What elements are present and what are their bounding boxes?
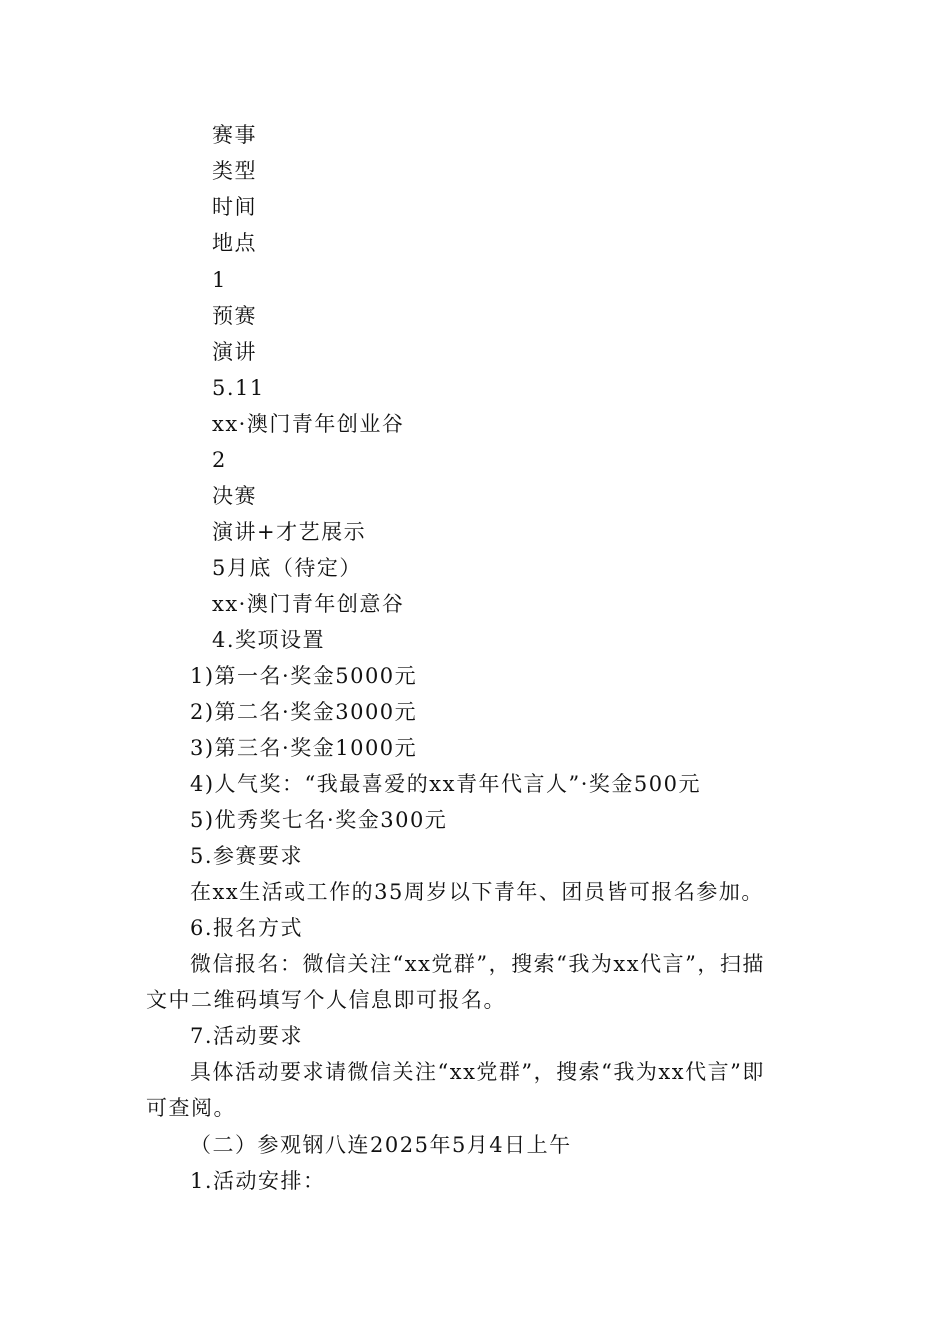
activity-requirements-text: 具体活动要求请微信关注“xx党群”，搜索“我为xx代言”即	[190, 1060, 765, 1084]
table-cell-no: 2	[212, 448, 227, 472]
requirements-heading: 5.参赛要求	[190, 844, 304, 868]
registration-heading: 6.报名方式	[190, 916, 304, 940]
section-two-heading: （二）参观钢八连2025年5月4日上午	[190, 1133, 572, 1157]
section-two-subheading: 1.活动安排：	[190, 1169, 326, 1193]
requirements-text: 在xx生活或工作的35周岁以下青年、团员皆可报名参加。	[190, 880, 764, 904]
table-header-place: 地点	[212, 231, 257, 255]
award-item: 3)第三名·奖金1000元	[190, 736, 418, 760]
award-item: 5)优秀奖七名·奖金300元	[190, 808, 448, 832]
table-cell-type: 演讲+才艺展示	[212, 520, 367, 544]
table-header-type: 类型	[212, 159, 257, 183]
activity-requirements-heading: 7.活动要求	[190, 1024, 304, 1048]
table-cell-stage: 预赛	[212, 304, 257, 328]
table-cell-time: 5月底（待定）	[212, 556, 362, 580]
registration-text: 文中二维码填写个人信息即可报名。	[146, 988, 506, 1012]
award-item: 4)人气奖：“我最喜爱的xx青年代言人”·奖金500元	[190, 772, 701, 796]
table-cell-place: xx·澳门青年创意谷	[212, 592, 405, 616]
table-header-time: 时间	[212, 195, 257, 219]
table-cell-place: xx·澳门青年创业谷	[212, 412, 405, 436]
table-cell-stage: 决赛	[212, 484, 257, 508]
award-item: 1)第一名·奖金5000元	[190, 664, 418, 688]
awards-heading: 4.奖项设置	[212, 628, 326, 652]
award-item: 2)第二名·奖金3000元	[190, 700, 418, 724]
table-header-event: 赛事	[212, 123, 257, 147]
table-cell-no: 1	[212, 268, 227, 292]
table-cell-time: 5.11	[212, 376, 265, 400]
activity-requirements-text: 可查阅。	[146, 1096, 236, 1120]
registration-text: 微信报名：微信关注“xx党群”，搜索“我为xx代言”，扫描	[190, 952, 765, 976]
table-cell-type: 演讲	[212, 340, 257, 364]
